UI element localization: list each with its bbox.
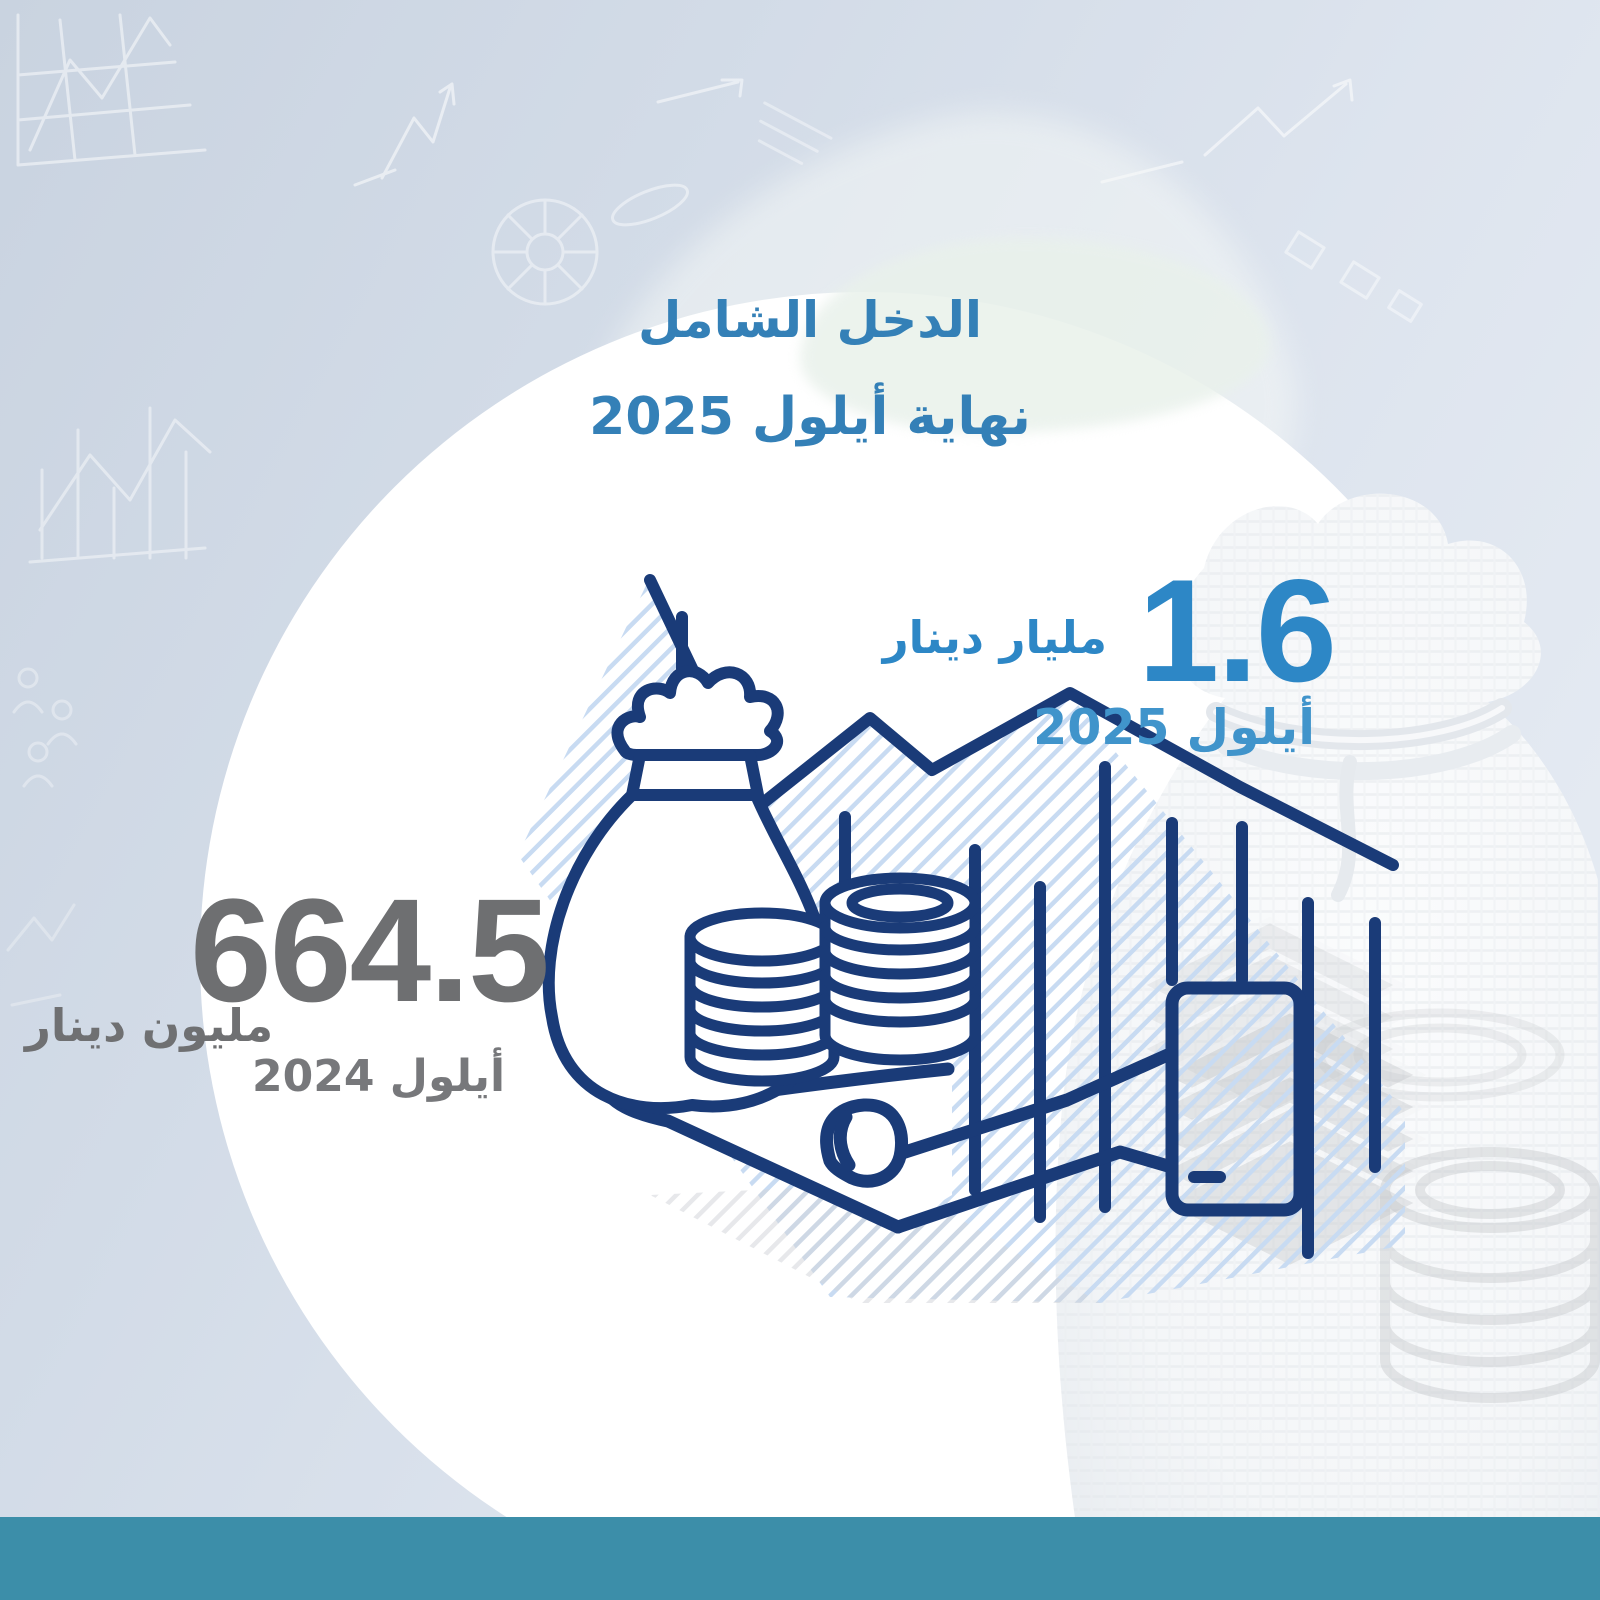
previous-unit: مليون دينار (25, 999, 274, 1052)
wheel-chart-doodle (493, 200, 597, 304)
current-value: 1.6 (1138, 549, 1335, 712)
previous-period: أيلول 2024 (252, 1051, 506, 1102)
current-unit: مليار دينار (882, 611, 1107, 664)
tilted-text-doodle (748, 103, 831, 170)
squares-doodle (1286, 232, 1421, 321)
bar-chart-doodle (30, 408, 210, 562)
page-subtitle: نهاية أيلول 2025 (589, 387, 1031, 447)
left-scribble-doodle (8, 905, 74, 1005)
page-title: الدخل الشامل (637, 291, 983, 349)
people-dots-doodle (14, 669, 76, 786)
zigzag-arrow-doodle (355, 84, 454, 185)
ellipse-doodle (608, 177, 693, 233)
trend-line-doodle (658, 80, 742, 102)
bottom-teal-bar (0, 1517, 1600, 1600)
current-period: أيلول 2025 (1033, 699, 1315, 756)
previous-value: 664.5 (190, 869, 548, 1033)
grid-chart-doodle (18, 15, 205, 165)
